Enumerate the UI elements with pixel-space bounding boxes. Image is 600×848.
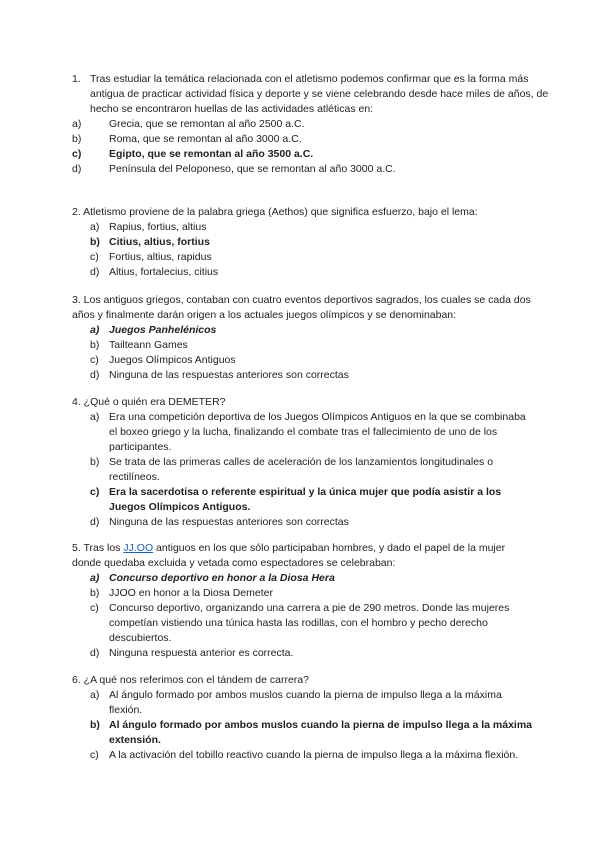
- option-3b: [72, 338, 532, 353]
- option-text: Al ángulo formado por ambos muslos cuando la pierna de impulso llega a la máxima flexión.: [109, 689, 502, 716]
- option-text: Se trata de las primeras calles de aceleración de los lanzamientos longitudinales o rectilíneos.: [109, 456, 494, 483]
- option-label: a): [90, 324, 100, 336]
- option-text: Era la sacerdotisa o referente espiritual y la única mujer que podía asistir a los Juegos Olímpicos Antiguos.: [109, 486, 502, 513]
- option-text: Ninguna de las respuestas anteriores son correctas: [109, 516, 349, 528]
- question-1-number: 1.: [72, 73, 81, 85]
- option-3c: [72, 353, 532, 368]
- option-1c-correct: [72, 147, 550, 162]
- option-text: Juegos Olímpicos Antiguos: [109, 354, 236, 366]
- option-label: a): [90, 689, 100, 701]
- option-label: d): [72, 163, 82, 175]
- option-label: c): [90, 354, 99, 366]
- question-6: [72, 673, 532, 763]
- question-2-stem: 2. Atletismo proviene de la palabra griega (Aethos) que significa esfuerzo, bajo el lema:: [72, 206, 478, 218]
- option-label: b): [90, 719, 100, 731]
- option-text: JJOO en honor a la Diosa Demeter: [109, 587, 273, 599]
- question-6-options: [72, 688, 532, 763]
- option-text: Altius, fortalecius, citius: [109, 266, 219, 278]
- option-label: d): [90, 647, 100, 659]
- option-text: Ninguna respuesta anterior es correcta.: [109, 647, 294, 659]
- option-text: Concurso deportivo en honor a la Diosa Hera: [109, 572, 335, 584]
- option-text: Al ángulo formado por ambos muslos cuando la pierna de impulso llega a la máxima extensión.: [109, 719, 533, 746]
- question-3-stem: 3. Los antiguos griegos, contaban con cuatro eventos deportivos sagrados, los cuales se cada dos años y finalmente darán origen a los actuales juegos olímpicos y se denominaban:: [72, 294, 531, 321]
- option-4b: [72, 455, 532, 485]
- option-5b: [72, 586, 532, 601]
- option-label: c): [90, 602, 99, 614]
- jjoo-link[interactable]: JJ.OO: [123, 542, 154, 554]
- option-label: b): [90, 587, 100, 599]
- question-1-options: [72, 117, 550, 177]
- question-5-text-end: antiguos en los que sólo participaban hombres, y dado el papel de la mujer donde quedaba excluida y vetada como espectadores se celebraban:: [72, 542, 506, 569]
- option-text: Península del Peloponeso, que se remontan al año 3000 a.C.: [109, 163, 396, 175]
- option-3a-correct: [72, 323, 532, 338]
- option-text: Concurso deportivo, organizando una carrera a pie de 290 metros. Donde las mujeres competían vistiendo una túnica hasta las rodillas, con el hombro y pecho derecho descubiertos.: [109, 602, 510, 644]
- option-label: c): [72, 148, 82, 160]
- option-text: Fortius, altius, rapidus: [109, 251, 212, 263]
- option-5c: [72, 601, 532, 646]
- option-text: Citius, altius, fortius: [109, 236, 210, 248]
- question-3: [72, 293, 532, 383]
- option-text: Juegos Panhelénicos: [109, 324, 217, 336]
- option-label: b): [90, 456, 100, 468]
- question-6-stem: 6. ¿A qué nos referimos con el tándem de carrera?: [72, 674, 309, 686]
- option-label: b): [90, 236, 100, 248]
- option-2c: [72, 250, 532, 265]
- question-2-options: [72, 220, 532, 280]
- option-1a: [72, 117, 550, 132]
- option-label: a): [90, 411, 100, 423]
- question-4-options: [72, 410, 532, 530]
- option-label: d): [90, 369, 100, 381]
- option-label: a): [72, 118, 82, 130]
- option-2b-correct: [72, 235, 532, 250]
- question-1: [72, 72, 550, 177]
- option-label: d): [90, 516, 100, 528]
- question-5-options: [72, 571, 532, 661]
- question-4-stem: 4. ¿Qué o quién era DEMETER?: [72, 396, 226, 408]
- option-3d: [72, 368, 532, 383]
- option-text: Era una competición deportiva de los Juegos Olímpicos Antiguos en la que se combinaba el boxeo griego y la lucha, finalizando el combate tras el fallecimiento de uno de los participantes.: [109, 411, 526, 453]
- option-label: b): [90, 339, 100, 351]
- option-2d: [72, 265, 532, 280]
- question-1-stem: [72, 72, 550, 117]
- option-text: A la activación del tobillo reactivo cuando la pierna de impulso llega a la máxima flexión.: [109, 749, 519, 761]
- option-4c-correct: [72, 485, 532, 515]
- option-label: b): [72, 133, 82, 145]
- option-text: Grecia, que se remontan al año 2500 a.C.: [109, 118, 305, 130]
- option-5d: [72, 646, 532, 661]
- option-4d: [72, 515, 532, 530]
- question-4: [72, 395, 532, 530]
- option-6c: [72, 748, 532, 763]
- question-5: [72, 541, 532, 661]
- question-5-text-start: 5. Tras los: [72, 542, 124, 554]
- option-label: d): [90, 266, 100, 278]
- option-text: Roma, que se remontan al año 3000 a.C.: [109, 133, 302, 145]
- option-label: a): [90, 572, 100, 584]
- question-3-options: [72, 323, 532, 383]
- question-1-text: Tras estudiar la temática relacionada con el atletismo podemos confirmar que es la forma más antigua de practicar actividad física y deporte y se viene celebrando desde hace miles de años, de hecho se encontraron huellas de las actividades atléticas en:: [90, 73, 549, 115]
- option-text: Tailteann Games: [109, 339, 188, 351]
- option-5a-correct: [72, 571, 532, 586]
- option-6a: [72, 688, 532, 718]
- option-2a: [72, 220, 532, 235]
- option-1b: [72, 132, 550, 147]
- option-label: a): [90, 221, 100, 233]
- option-label: c): [90, 251, 99, 263]
- option-4a: [72, 410, 532, 455]
- option-text: Egipto, que se remontan al año 3500 a.C.: [109, 148, 314, 160]
- question-2: [72, 205, 532, 280]
- option-1d: [72, 162, 550, 177]
- option-text: Ninguna de las respuestas anteriores son correctas: [109, 369, 349, 381]
- option-text: Rapius, fortius, altius: [109, 221, 207, 233]
- option-6b-correct: [72, 718, 532, 748]
- question-5-stem: [72, 541, 532, 571]
- option-label: c): [90, 486, 100, 498]
- option-label: c): [90, 749, 99, 761]
